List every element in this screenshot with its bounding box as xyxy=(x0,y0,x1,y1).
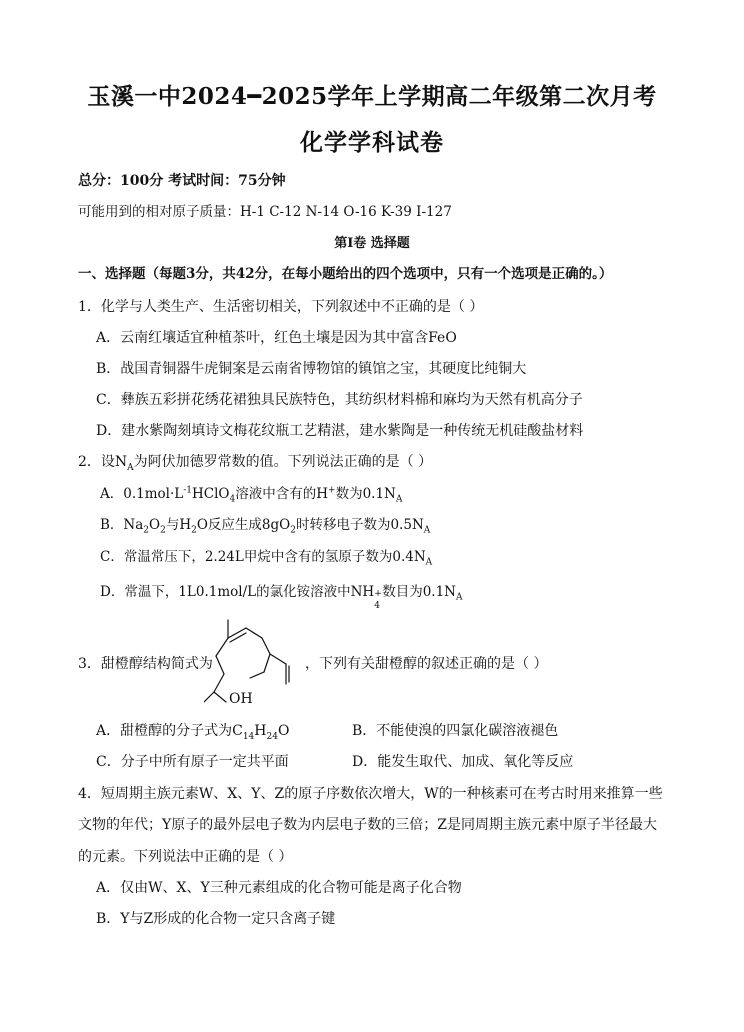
q1-option-a: A．云南红壤适宜种植茶叶，红色土壤是因为其中富含FeO xyxy=(96,330,457,346)
q2-option-c: C．常温常压下，2.24L甲烷中含有的氢原子数为$0.4N_A$ xyxy=(100,549,433,568)
q1-option-d: D．建水紫陶刻填诗文梅花纹瓶工艺精湛，建水紫陶是一种传统无机硅酸盐材料 xyxy=(96,423,584,439)
q4-option-b: B．Y与Z形成的化合物一定只含离子键 xyxy=(96,911,336,927)
oh-group-label: OH xyxy=(229,691,253,707)
q2-option-b: B．$Na_2O_2$与$H_2O$反应生成$8gO_2$时转移电子数为$0.5N_A$ xyxy=(100,517,431,536)
q2-stem: 2．设$N_A$为阿伏加德罗常数的值。下列说法正确的是（ ） xyxy=(78,454,433,473)
score-time-info: 总分：100分 考试时间：75分钟 xyxy=(78,173,286,189)
q3-option-c: C．分子中所有原子一定共平面 xyxy=(96,754,289,770)
exam-title: 玉溪一中2024━2025学年上学期高二年级第二次月考 xyxy=(87,83,657,110)
q1-option-c: C．彝族五彩拼花绣花裙独具民族特色，其纺织材料棉和麻均为天然有机高分子 xyxy=(96,392,583,408)
q3-option-a: A．甜橙醇的分子式为$C_{14}H_{24}O$ xyxy=(96,723,290,742)
q4-stem-line2: 文物的年代；Y原子的最外层电子数为内层电子数的三倍；Z是同周期主族元素中原子半径最大 xyxy=(78,817,657,833)
q1-stem: 1．化学与人类生产、生活密切相关，下列叙述中不正确的是（ ） xyxy=(78,299,484,315)
q3-option-b: B．不能使溴的四氯化碳溶液褪色 xyxy=(352,723,559,739)
q2-option-a: A．$0.1mol\cdot L^{-1}HClO_4$溶液中含有的H+数为$0.1N_A$ xyxy=(100,485,403,505)
exam-subtitle: 化学学科试卷 xyxy=(300,129,444,156)
q2-option-d: D．常温下，1L0.1mol/L的氯化铵溶液中NH + 4 数目为$0.1N_A$ xyxy=(100,584,463,611)
section-title: 第I卷 选择题 xyxy=(334,236,410,251)
section-instruction: 一、选择题（每题3分，共42分，在每小题给出的四个选项中，只有一个选项是正确的。） xyxy=(78,266,613,282)
atomic-masses: 可能用到的相对原子质量：H-1 C-12 N-14 O-16 K-39 I-127 xyxy=(78,204,452,220)
q4-stem-line1: 4．短周期主族元素W、X、Y、Z的原子序数依次增大，W的一种核素可在考古时用来推算一些 xyxy=(78,786,663,802)
q1-option-b: B．战国青铜器牛虎铜案是云南省博物馆的镇馆之宝，其硬度比纯铜大 xyxy=(96,361,527,377)
q3-option-d: D．能发生取代、加成、氧化等反应 xyxy=(352,754,574,770)
q4-stem-line3: 的元素。下列说法中正确的是（ ） xyxy=(78,849,293,865)
sweet-orange-alcohol-structure xyxy=(204,616,304,714)
q3-stem-suffix: ，下列有关甜橙醇的叙述正确的是（ ） xyxy=(305,656,548,672)
q3-stem-prefix: 3．甜橙醇结构简式为 xyxy=(78,656,213,672)
q4-option-a: A．仅由W、X、Y三种元素组成的化合物可能是离子化合物 xyxy=(96,880,462,896)
